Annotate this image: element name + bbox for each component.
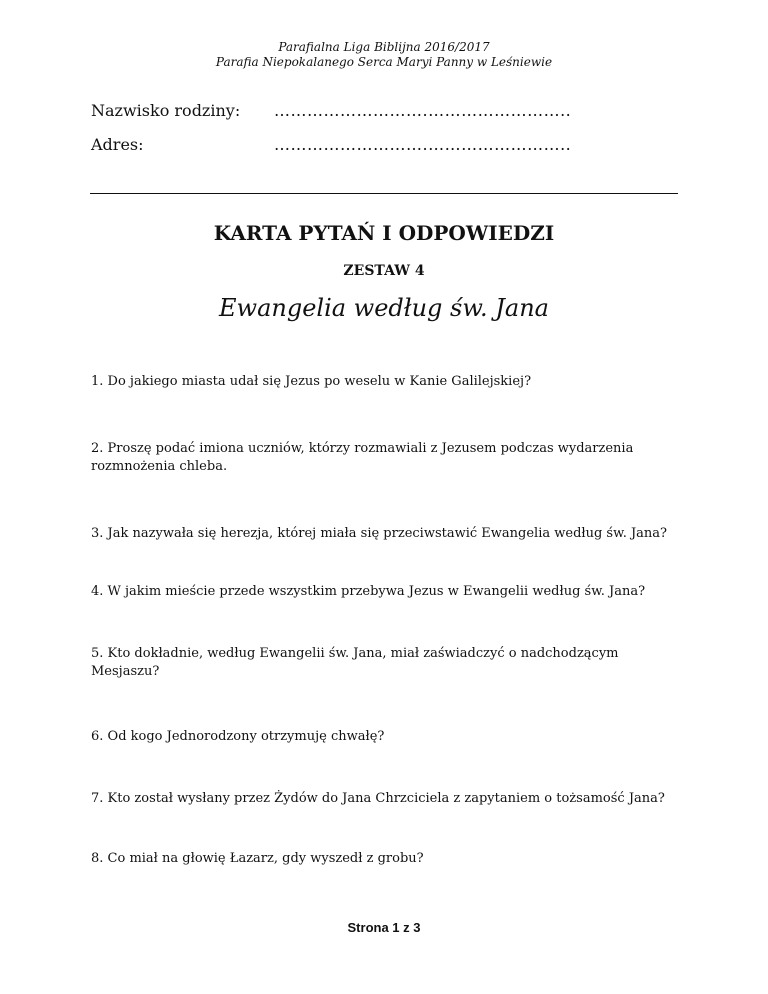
page-number: Strona 1 z 3 [347,920,421,935]
set-subtitle: ZESTAW 4 [343,263,425,279]
question-item: 8. Co miał na głowię Łazarz, gdy wyszedł z grobu? [91,851,424,866]
address-blank: ……………………….…………………….. [274,135,572,154]
league-title: Parafialna Liga Biblijna 2016/2017 [278,40,490,54]
document-header [0,40,768,70]
page-title: KARTA PYTAŃ I ODPOWIEDZI [213,221,555,245]
gospel-title: Ewangelia według św. Jana [219,294,549,322]
question-item: 7. Kto został wysłany przez Żydów do Jana Chrzciciela z zapytaniem o tożsamość Jana? [91,791,665,806]
question-item: 1. Do jakiego miasta udał się Jezus po weselu w Kanie Galilejskiej? [91,374,532,389]
parish-name: Parafia Niepokalanego Serca Maryi Panny w Leśniewie [215,55,553,69]
question-item: 5. Kto dokładnie, według Ewangelii św. Jana, miał zaświadczyć o nadchodzącym Mesjaszu? [91,646,619,679]
question-item: 2. Proszę podać imiona uczniów, którzy rozmawiali z Jezusem podczas wydarzenia rozmnożenia chleba. [91,441,634,474]
question-item: 6. Od kogo Jednorodzony otrzymuję chwałę? [91,729,385,744]
address-label: Adres: [91,135,144,154]
horizontal-divider [90,193,678,194]
question-item: 3. Jak nazywała się herezja, której miała się przeciwstawić Ewangelia według św. Jana? [91,526,668,541]
family-name-label: Nazwisko rodziny: [91,101,241,120]
family-name-blank: ……………………….…………………….. [274,101,572,120]
question-item: 4. W jakim mieście przede wszystkim przebywa Jezus w Ewangelii według św. Jana? [91,584,646,599]
